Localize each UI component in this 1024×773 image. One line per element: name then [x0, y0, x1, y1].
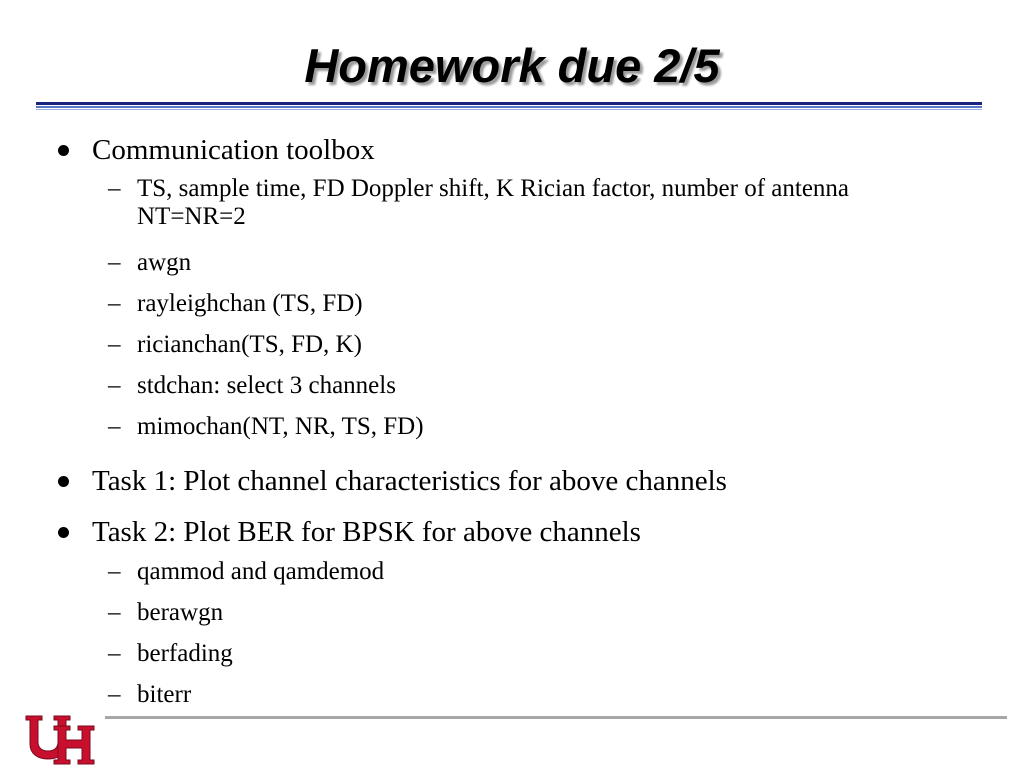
bullet-text: Task 2: Plot BER for BPSK for above channels — [92, 516, 641, 548]
dash-icon: – — [108, 681, 121, 708]
sub-item-text: TS, sample time, FD Doppler shift, K Rician factor, number of antenna NT=NR=2 — [137, 175, 850, 230]
title-underline-light — [36, 109, 982, 110]
dash-icon: – — [108, 331, 121, 358]
sub-item-text: qammod and qamdemod — [137, 558, 385, 585]
sub-item-text: mimochan(NT, NR, TS, FD) — [137, 413, 424, 440]
sub-item-text: berawgn — [137, 599, 224, 626]
dash-icon: – — [108, 640, 121, 667]
sub-item-text: berfading — [137, 640, 233, 667]
dash-icon: – — [108, 290, 121, 317]
slide-title: Homework due 2/5 — [304, 39, 720, 92]
dash-icon: – — [108, 249, 121, 276]
bullet-text: Communication toolbox — [92, 134, 375, 166]
bullet-text: Task 1: Plot channel characteristics for above channels — [92, 465, 727, 497]
sub-item-text: biterr — [137, 681, 192, 708]
sub-item-text: rayleighchan (TS, FD) — [137, 290, 363, 317]
dash-icon: – — [108, 372, 121, 399]
sub-item-text: ricianchan(TS, FD, K) — [137, 331, 362, 358]
title-underline-mid — [36, 106, 982, 108]
title-underline — [36, 102, 982, 110]
bullet-dot-icon — [58, 527, 69, 538]
title-underline-dark — [36, 102, 982, 105]
uh-logo-icon — [24, 712, 104, 768]
bullet-dot-icon — [58, 145, 69, 156]
dash-icon: – — [108, 558, 121, 585]
uh-logo — [24, 712, 104, 768]
dash-icon: – — [108, 175, 121, 202]
dash-icon: – — [108, 413, 121, 440]
footer-rule — [105, 716, 1007, 719]
dash-icon: – — [108, 599, 121, 626]
sub-item-text: awgn — [137, 249, 192, 276]
sub-item-text: stdchan: select 3 channels — [137, 372, 396, 399]
bullet-dot-icon — [58, 476, 69, 487]
